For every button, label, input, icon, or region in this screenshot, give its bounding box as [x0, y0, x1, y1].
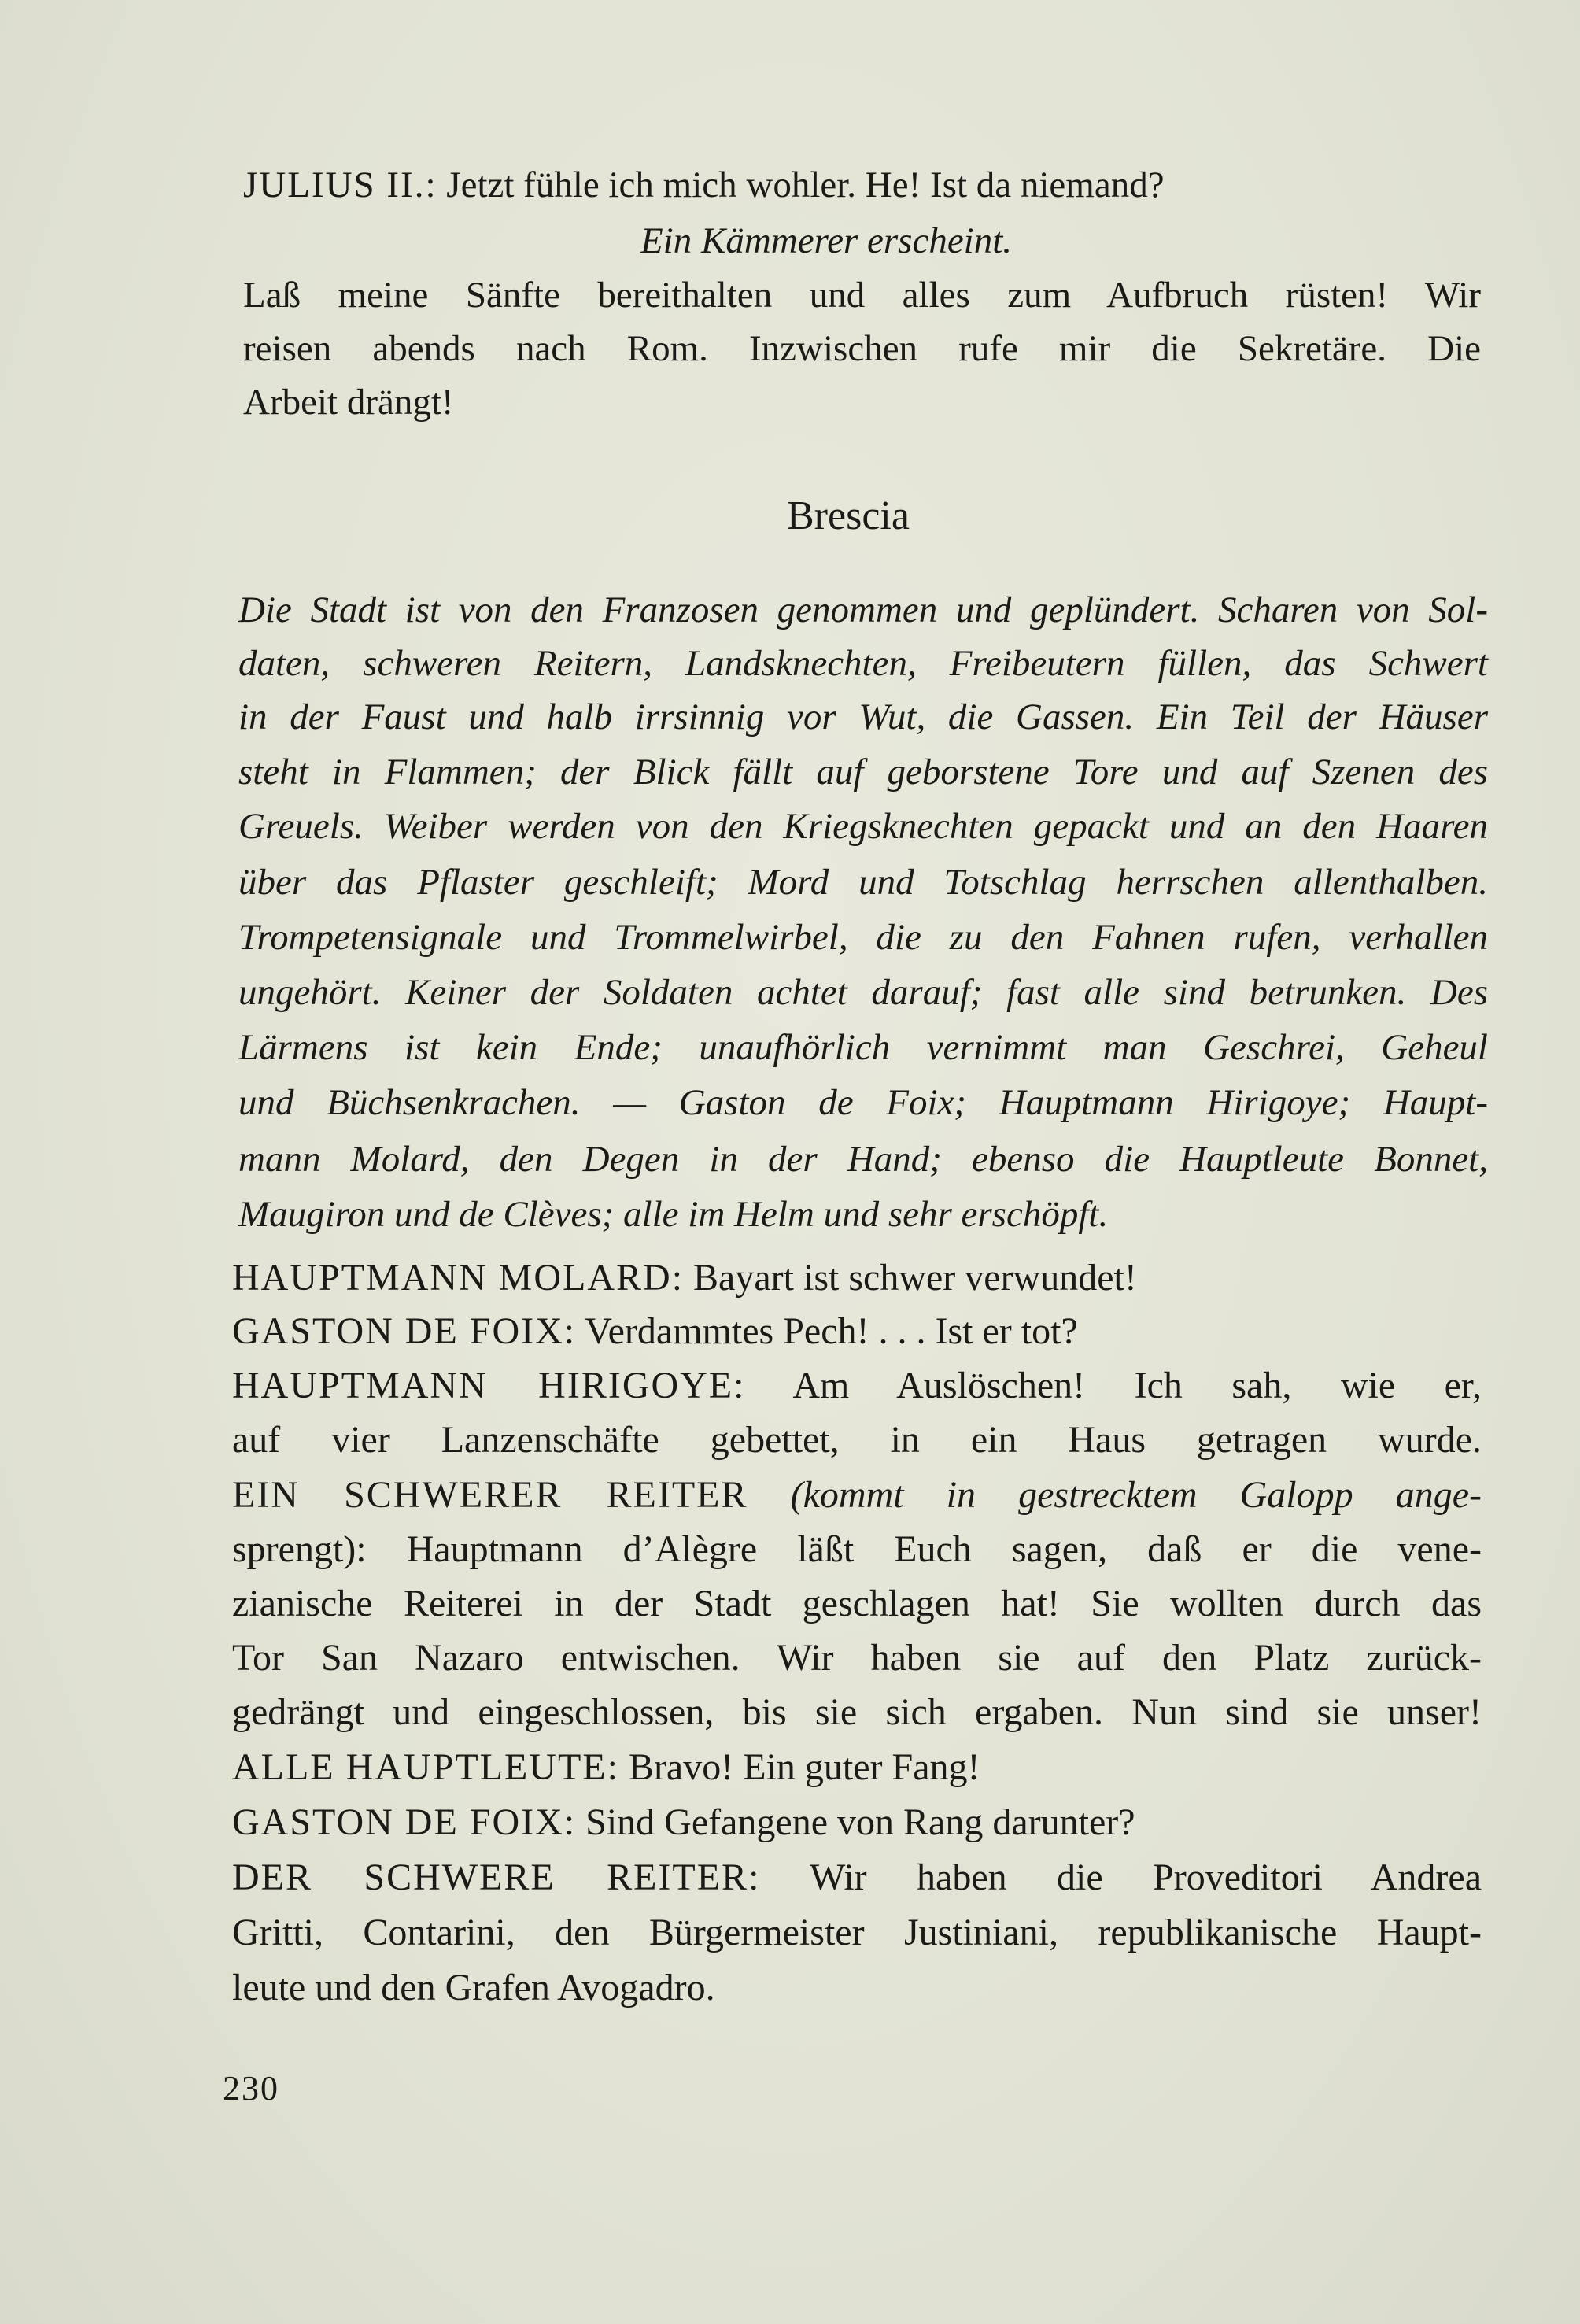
speech-text: Sind Gefangene von Rang darunter?	[585, 1801, 1135, 1843]
page-number: 230	[223, 2069, 279, 2108]
speaker-name: JULIUS II.:	[243, 164, 437, 205]
speech-line: auf vier Lanzenschäfte gebettet, in ein Haus getragen wurde.	[232, 1419, 1482, 1461]
speech-line: Arbeit drängt!	[243, 382, 454, 423]
dialogue-line	[232, 1859, 1482, 1897]
stage-direction: Ein Kämmerer erscheint.	[640, 220, 1013, 261]
direction-line: Trompetensignale und Trommelwirbel, die zu den Fahnen rufen, verhallen	[238, 917, 1488, 958]
direction-line: Maugiron und de Clèves; alle im Helm und sehr erschöpft.	[238, 1194, 1109, 1235]
dialogue-line	[232, 1310, 1078, 1352]
direction-line: steht in Flammen; der Blick fällt auf geborstene Tore und auf Szenen des	[238, 752, 1488, 793]
speech-text: Bayart ist schwer verwundet!	[693, 1257, 1137, 1299]
speaker-name: ALLE HAUPTLEUTE:	[232, 1746, 619, 1788]
speech-line: reisen abends nach Rom. Inzwischen rufe mir die Sekretäre. Die	[243, 328, 1481, 369]
speaker-name: DER SCHWERE REITER:	[232, 1857, 761, 1898]
direction-line: in der Faust und halb irrsinnig vor Wut, die Gassen. Ein Teil der Häuser	[238, 696, 1488, 737]
speech-line: leute und den Grafen Avogadro.	[232, 1967, 715, 2008]
direction-line: über das Pflaster geschleift; Mord und Totschlag herrschen allenthalben.	[238, 862, 1488, 903]
speech-text: Verdammtes Pech! . . . Ist er tot?	[585, 1310, 1078, 1352]
speaker-name: HAUPTMANN HIRIGOYE:	[232, 1365, 746, 1406]
direction-line: daten, schweren Reitern, Landsknechten, Freibeutern füllen, das Schwert	[238, 643, 1488, 684]
direction-line: ungehört. Keiner der Soldaten achtet darauf; fast alle sind betrunken. Des	[238, 972, 1488, 1013]
stage-direction: (kommt in gestrecktem Galopp ange-	[790, 1474, 1482, 1516]
direction-line: mann Molard, den Degen in der Hand; ebenso die Hauptleute Bonnet,	[238, 1139, 1488, 1180]
speech-text: Wir haben die Proveditori Andrea	[809, 1857, 1482, 1898]
speech-text: Bravo! Ein guter Fang!	[628, 1746, 980, 1788]
speech-line: Laß meine Sänfte bereithalten und alles zum Aufbruch rüsten! Wir	[243, 275, 1481, 316]
speaker-name: HAUPTMANN MOLARD:	[232, 1257, 685, 1299]
speech-line: sprengt): Hauptmann d’Alègre läßt Euch sagen, daß er die vene-	[232, 1528, 1482, 1570]
dialogue-line	[232, 1367, 1482, 1405]
direction-line: Lärmens ist kein Ende; unaufhörlich vernimmt man Geschrei, Geheul	[238, 1027, 1488, 1068]
dialogue-line	[232, 1476, 1482, 1514]
direction-line: Greuels. Weiber werden von den Kriegsknechten gepackt und an den Haaren	[238, 806, 1488, 847]
dialogue-line	[243, 164, 1165, 205]
scene-heading: Brescia	[787, 493, 910, 538]
speaker-name: GASTON DE FOIX:	[232, 1801, 577, 1843]
dialogue-line	[232, 1801, 1135, 1843]
speaker-name: GASTON DE FOIX:	[232, 1310, 577, 1352]
direction-line: und Büchsenkrachen. — Gaston de Foix; Hauptmann Hirigoye; Haupt-	[238, 1082, 1488, 1123]
speech-line: Gritti, Contarini, den Bürgermeister Justiniani, republikanische Haupt-	[232, 1912, 1482, 1953]
speech-text: Jetzt fühle ich mich wohler. He! Ist da niemand?	[446, 164, 1165, 205]
dialogue-line	[232, 1259, 1137, 1297]
speech-line: gedrängt und eingeschlossen, bis sie sich ergaben. Nun sind sie unser!	[232, 1691, 1482, 1733]
speech-line: zianische Reiterei in der Stadt geschlagen hat! Sie wollten durch das	[232, 1583, 1482, 1624]
dialogue-line	[232, 1746, 980, 1788]
speaker-name: EIN SCHWERER REITER	[232, 1474, 748, 1516]
direction-line: Die Stadt ist von den Franzosen genommen und geplündert. Scharen von Sol-	[238, 589, 1488, 630]
speech-line: Tor San Nazaro entwischen. Wir haben sie auf den Platz zurück-	[232, 1637, 1482, 1679]
speech-text: Am Auslöschen! Ich sah, wie er,	[792, 1365, 1482, 1406]
